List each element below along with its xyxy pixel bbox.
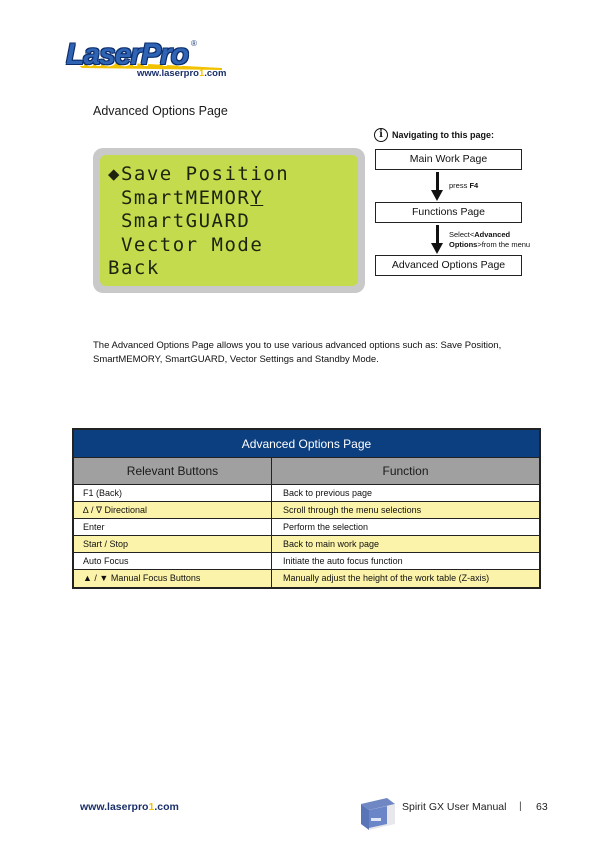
section-title: Advanced Options Page xyxy=(93,104,228,118)
advanced-options-table xyxy=(72,428,541,589)
nav-note-press-f4: press F4 xyxy=(449,181,479,190)
logo-url: www.laserpro1.com xyxy=(137,68,227,79)
description-paragraph: The Advanced Options Page allows you to use various advanced options such as: Save Position, SmartMEMORY, SmartGUARD, Vector Settings and Standby Mode. xyxy=(93,340,502,365)
laser-machine-icon xyxy=(357,790,399,832)
laserpro-logo xyxy=(64,36,234,84)
nav-note-select-advanced: Select<Advanced Options>from the menu xyxy=(449,230,531,249)
footer-separator: | xyxy=(519,800,522,812)
function-cell: Scroll through the menu selections xyxy=(283,505,422,515)
nav-step-advanced-options-page: Advanced Options Page xyxy=(375,255,522,276)
page-number: 63 xyxy=(536,801,548,813)
column-header-function: Function xyxy=(382,464,429,478)
table-row xyxy=(74,519,539,536)
nav-step-main-work-page: Main Work Page xyxy=(375,149,522,170)
table-row xyxy=(74,536,539,553)
button-cell: F1 (Back) xyxy=(74,485,272,501)
lcd-screen xyxy=(100,155,358,286)
table-header-row xyxy=(74,458,539,485)
down-arrow-icon xyxy=(431,172,443,201)
lcd-line-back: Back xyxy=(108,257,160,279)
button-cell: Start / Stop xyxy=(74,536,272,552)
footer-manual-title: Spirit GX User Manual xyxy=(402,801,507,813)
table-row xyxy=(74,485,539,502)
button-cell: Enter xyxy=(74,519,272,535)
button-cell: ▲ / ▼ Manual Focus Buttons xyxy=(74,570,272,587)
table-row xyxy=(74,570,539,587)
function-cell: Manually adjust the height of the work table (Z-axis) xyxy=(283,573,490,583)
lcd-line-smartmemory: SmartMEMORY xyxy=(120,186,264,209)
lcd-display xyxy=(93,148,365,293)
footer-url: www.laserpro1.com xyxy=(80,801,179,813)
lcd-line-save-position: ◆Save Position xyxy=(108,163,290,185)
function-cell: Back to main work page xyxy=(283,539,380,549)
button-cell: ∆ / ∇ Directional xyxy=(74,502,272,518)
button-cell: Auto Focus xyxy=(74,553,272,569)
function-cell: Initiate the auto focus function xyxy=(283,556,403,566)
down-arrow-icon xyxy=(431,225,443,254)
nav-step-functions-page: Functions Page xyxy=(375,202,522,223)
column-header-relevant-buttons: Relevant Buttons xyxy=(74,458,272,484)
table-row xyxy=(74,553,539,570)
logo-text: LaserPro xyxy=(66,38,189,71)
lcd-line-smartguard: SmartGUARD xyxy=(120,210,251,232)
logo-registered-mark: ® xyxy=(191,39,197,48)
table-row xyxy=(74,502,539,519)
function-cell: Perform the selection xyxy=(283,522,369,532)
navigation-heading: i Navigating to this page: xyxy=(374,127,494,143)
function-cell: Back to previous page xyxy=(283,488,373,498)
info-icon: i xyxy=(374,128,388,142)
lcd-line-vector-mode: Vector Mode xyxy=(120,233,264,256)
navigation-flow xyxy=(374,127,544,282)
table-title: Advanced Options Page xyxy=(74,430,539,458)
